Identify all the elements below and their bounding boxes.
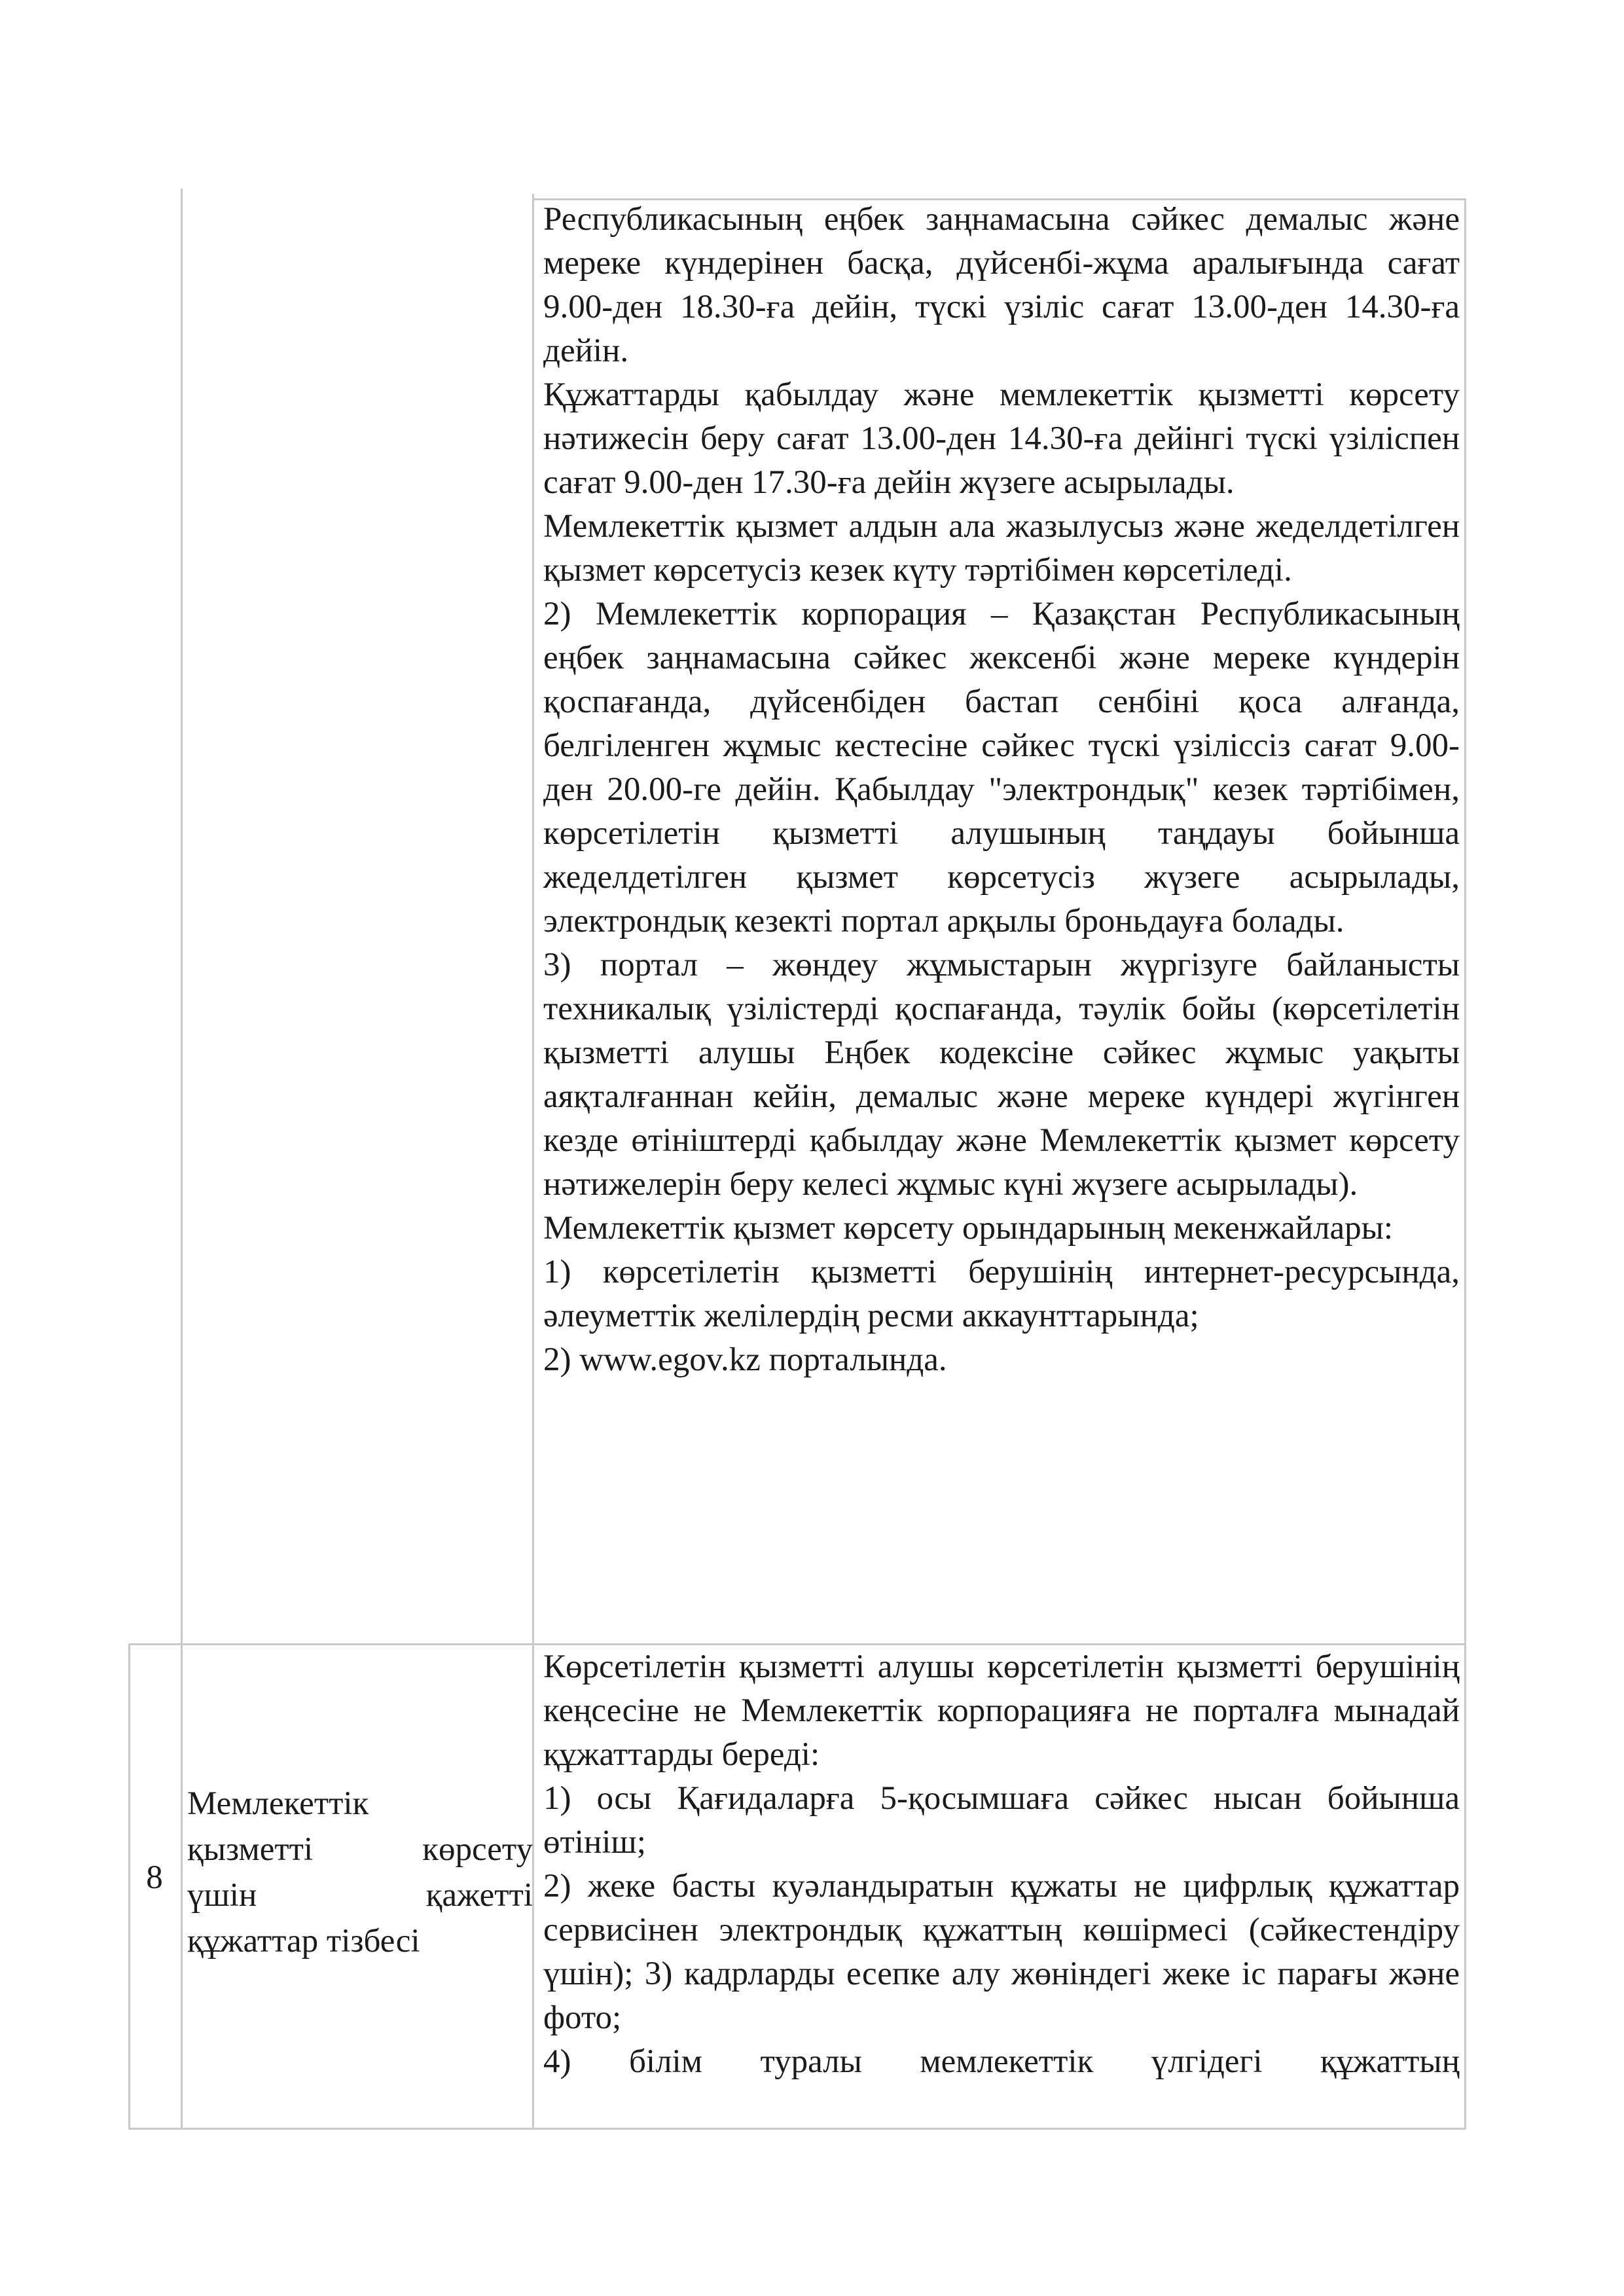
paragraph: 2) www.egov.kz порталында. <box>543 1341 947 1378</box>
paragraph: Мемлекеттік қызмет көрсету орындарының мекенжайлары: <box>543 1210 1394 1247</box>
paragraph: 1) көрсетілетін қызметті берушінің интернет-ресурсында, әлеуметтік желілердің ресми аккаунттарында; <box>543 1254 1460 1334</box>
paragraph: Мемлекеттік қызмет алдын ала жазылусыз және жеделдетілген қызмет көрсетусіз кезек күту тәртібімен көрсетіледі. <box>543 508 1460 589</box>
table-cell-work-schedule <box>543 198 1460 1382</box>
table-cell-documents-list <box>543 1645 1460 2084</box>
paragraph: Құжаттарды қабылдау және мемлекеттік қызметті көрсету нәтижесін беру сағат 13.00-ден 14.30-ға дейінгі түскі үзіліспен сағат 9.00-ден 17.30-ға дейін жүзеге асырылады. <box>543 376 1460 501</box>
row-name-line: құжаттар тізбесі <box>187 1923 420 1959</box>
paragraph: 1) осы Қағидаларға 5-қосымшаға сәйкес нысан бойынша өтініш; <box>543 1780 1460 1861</box>
paragraph: Республикасының еңбек заңнамасына сәйкес демалыс және мереке күндерінен басқа, дүйсенбі-жұма аралығында сағат 9.00-ден 18.30-ға дейін, түскі үзіліс сағат 13.00-ден 14.30-ға дейін. <box>543 201 1460 369</box>
row-name-line: қызметті көрсету <box>187 1831 533 1868</box>
table-border-right <box>1464 198 1466 2128</box>
paragraph: 2) жеке басты куәландыратын құжаты не цифрлық құжаттар сервисінен электрондық құжаттың көшірмесі (сәйкестендіру үшін); 3) кадрларды есепке алу жөніндегі жеке іс парағы және фото; <box>543 1868 1460 2036</box>
paragraph: 4) білім туралы мемлекеттік үлгідегі құжаттың <box>543 2043 1460 2080</box>
row-name-cell <box>187 1781 533 1964</box>
paragraph: Көрсетілетін қызметті алушы көрсетілетін қызметті берушінің кеңсесіне не Мемлекеттік корпорацияға не порталға мынадай құжаттарды береді: <box>543 1649 1460 1773</box>
table-border-bottom <box>128 2128 1466 2130</box>
paragraph: 3) портал – жөндеу жұмыстарын жүргізуге байланысты техникалық үзілістерді қоспағанда, тәулік бойы (көрсетілетін қызметті алушы Еңбек кодексіне сәйкес жұмыс уақыты аяқталғаннан кейін, демалыс және мереке күндері жүгінген кезде өтініштерді қабылдау және Мемлекеттік қызмет көрсету нәтижелерін беру келесі жұмыс күні жүзеге асырылады). <box>543 947 1460 1203</box>
row-number: 8 <box>146 1859 163 1896</box>
table-border-col1 <box>181 189 183 2128</box>
paragraph: 2) Мемлекеттік корпорация – Қазақстан Республикасының еңбек заңнамасына сәйкес жексенбі және мереке күндерін қоспағанда, дүйсенбіден бастап сенбіні қоса алғанда, белгіленген жұмыс кестесіне сәйкес түскі үзіліссіз сағат 9.00-ден 20.00-ге дейін. Қабылдау "электрондық" кезек тәртібімен, көрсетілетін қызметті алушының таңдауы бойынша жеделдетілген қызмет көрсетусіз жүзеге асырылады, электрондық кезекті портал арқылы броньдауға болады. <box>543 596 1460 939</box>
row-name-line: Мемлекеттік <box>187 1785 369 1822</box>
row-name-line: үшін қажетті <box>187 1877 533 1914</box>
